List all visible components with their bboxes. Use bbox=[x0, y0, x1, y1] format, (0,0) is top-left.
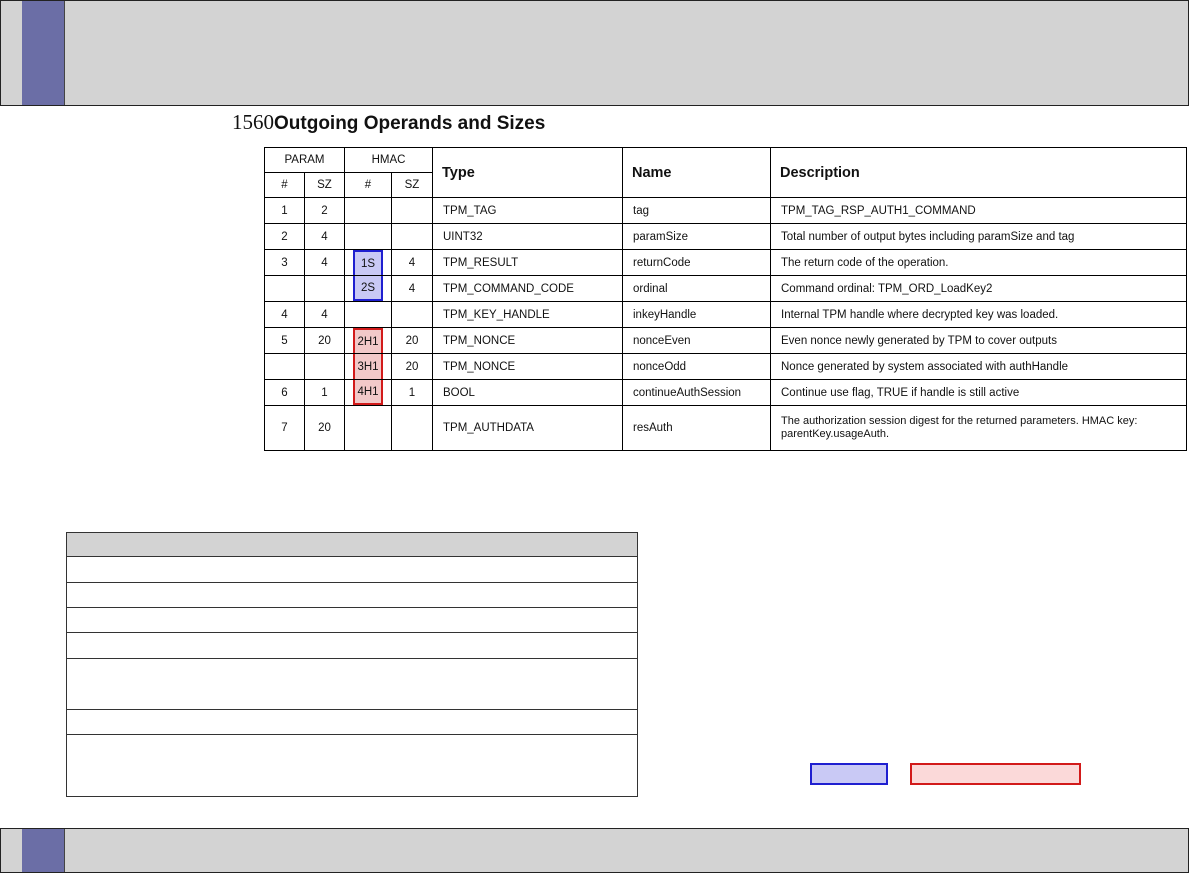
param-group-header: PARAM bbox=[265, 148, 345, 173]
hmac-sz-cell: 20 bbox=[392, 328, 433, 354]
description-cell: Even nonce newly generated by TPM to cover outputs bbox=[771, 328, 1187, 354]
hmac-num-cell bbox=[345, 250, 392, 276]
description-cell: Nonce generated by system associated with authHandle bbox=[771, 354, 1187, 380]
header-color-swatch bbox=[22, 1, 65, 105]
footer-color-swatch bbox=[22, 829, 65, 872]
hmac-sz-cell bbox=[392, 406, 433, 451]
notes-table-row bbox=[67, 735, 637, 796]
param-num-cell: 3 bbox=[265, 250, 305, 276]
table-row bbox=[265, 354, 1187, 380]
notes-table-row bbox=[67, 608, 637, 633]
param-num-cell bbox=[265, 354, 305, 380]
name-cell: resAuth bbox=[623, 406, 771, 451]
param-sz-cell: 4 bbox=[305, 250, 345, 276]
table-row bbox=[265, 302, 1187, 328]
name-cell: returnCode bbox=[623, 250, 771, 276]
name-cell: nonceEven bbox=[623, 328, 771, 354]
header-gutter bbox=[1, 1, 23, 105]
param-sz-cell bbox=[305, 276, 345, 302]
description-cell: Internal TPM handle where decrypted key was loaded. bbox=[771, 302, 1187, 328]
description-cell: The authorization session digest for the returned parameters. HMAC key: parentKey.usageAuth. bbox=[771, 406, 1187, 451]
param-num-header: # bbox=[265, 173, 305, 198]
section-heading bbox=[232, 110, 545, 135]
red-highlight-mark: 3H1 bbox=[353, 354, 383, 379]
description-cell: TPM_TAG_RSP_AUTH1_COMMAND bbox=[771, 198, 1187, 224]
bottom-footer-band bbox=[0, 828, 1189, 873]
notes-table-row bbox=[67, 557, 637, 583]
type-cell: TPM_RESULT bbox=[433, 250, 623, 276]
name-cell: inkeyHandle bbox=[623, 302, 771, 328]
notes-table-row bbox=[67, 633, 637, 659]
hmac-num-cell bbox=[345, 406, 392, 451]
section-title: Outgoing Operands and Sizes bbox=[274, 113, 546, 134]
param-sz-cell: 4 bbox=[305, 302, 345, 328]
type-cell: UINT32 bbox=[433, 224, 623, 250]
notes-table-header bbox=[67, 533, 637, 557]
table-row bbox=[265, 276, 1187, 302]
hmac-sz-cell: 20 bbox=[392, 354, 433, 380]
description-cell: Continue use flag, TRUE if handle is still active bbox=[771, 380, 1187, 406]
param-sz-cell: 20 bbox=[305, 406, 345, 451]
blue-highlight-mark: 1S bbox=[353, 250, 383, 275]
param-sz-header: SZ bbox=[305, 173, 345, 198]
param-sz-cell: 4 bbox=[305, 224, 345, 250]
table-row bbox=[265, 380, 1187, 406]
param-sz-cell: 1 bbox=[305, 380, 345, 406]
param-num-cell: 6 bbox=[265, 380, 305, 406]
param-num-cell: 7 bbox=[265, 406, 305, 451]
type-cell: TPM_NONCE bbox=[433, 354, 623, 380]
section-number: 1560 bbox=[232, 110, 274, 134]
hmac-num-cell bbox=[345, 328, 392, 354]
hmac-sz-header: SZ bbox=[392, 173, 433, 198]
hmac-num-cell bbox=[345, 198, 392, 224]
table-row bbox=[265, 250, 1187, 276]
param-sz-cell bbox=[305, 354, 345, 380]
red-highlight-mark: 4H1 bbox=[353, 380, 383, 405]
notes-table bbox=[66, 532, 638, 797]
name-cell: tag bbox=[623, 198, 771, 224]
type-cell: TPM_KEY_HANDLE bbox=[433, 302, 623, 328]
red-legend-swatch bbox=[910, 763, 1081, 785]
name-cell: continueAuthSession bbox=[623, 380, 771, 406]
outgoing-operands-table bbox=[264, 147, 1187, 451]
hmac-num-cell bbox=[345, 302, 392, 328]
type-cell: TPM_COMMAND_CODE bbox=[433, 276, 623, 302]
table-row bbox=[265, 406, 1187, 451]
hmac-num-header: # bbox=[345, 173, 392, 198]
hmac-num-cell bbox=[345, 380, 392, 406]
param-num-cell: 1 bbox=[265, 198, 305, 224]
hmac-num-cell bbox=[345, 276, 392, 302]
hmac-group-header: HMAC bbox=[345, 148, 433, 173]
type-cell: TPM_TAG bbox=[433, 198, 623, 224]
hmac-sz-cell bbox=[392, 224, 433, 250]
table-row bbox=[265, 224, 1187, 250]
name-cell: paramSize bbox=[623, 224, 771, 250]
hmac-sz-cell: 4 bbox=[392, 276, 433, 302]
notes-table-row bbox=[67, 659, 637, 710]
hmac-num-cell bbox=[345, 354, 392, 380]
description-cell: Total number of output bytes including paramSize and tag bbox=[771, 224, 1187, 250]
param-num-cell bbox=[265, 276, 305, 302]
param-num-cell: 2 bbox=[265, 224, 305, 250]
hmac-sz-cell: 4 bbox=[392, 250, 433, 276]
type-cell: BOOL bbox=[433, 380, 623, 406]
param-sz-cell: 20 bbox=[305, 328, 345, 354]
table-row bbox=[265, 328, 1187, 354]
name-cell: nonceOdd bbox=[623, 354, 771, 380]
notes-table-row bbox=[67, 583, 637, 608]
blue-legend-swatch bbox=[810, 763, 888, 785]
type-cell: TPM_AUTHDATA bbox=[433, 406, 623, 451]
description-cell: The return code of the operation. bbox=[771, 250, 1187, 276]
hmac-sz-cell bbox=[392, 198, 433, 224]
name-column-header: Name bbox=[623, 148, 771, 198]
description-column-header: Description bbox=[771, 148, 1187, 198]
hmac-sz-cell bbox=[392, 302, 433, 328]
param-sz-cell: 2 bbox=[305, 198, 345, 224]
notes-table-row bbox=[67, 710, 637, 735]
red-highlight-mark: 2H1 bbox=[353, 328, 383, 353]
table-row bbox=[265, 198, 1187, 224]
top-header-band bbox=[0, 0, 1189, 106]
blue-highlight-mark: 2S bbox=[353, 276, 383, 301]
description-cell: Command ordinal: TPM_ORD_LoadKey2 bbox=[771, 276, 1187, 302]
param-num-cell: 4 bbox=[265, 302, 305, 328]
type-cell: TPM_NONCE bbox=[433, 328, 623, 354]
hmac-num-cell bbox=[345, 224, 392, 250]
type-column-header: Type bbox=[433, 148, 623, 198]
hmac-sz-cell: 1 bbox=[392, 380, 433, 406]
name-cell: ordinal bbox=[623, 276, 771, 302]
param-num-cell: 5 bbox=[265, 328, 305, 354]
footer-gutter bbox=[1, 829, 23, 872]
